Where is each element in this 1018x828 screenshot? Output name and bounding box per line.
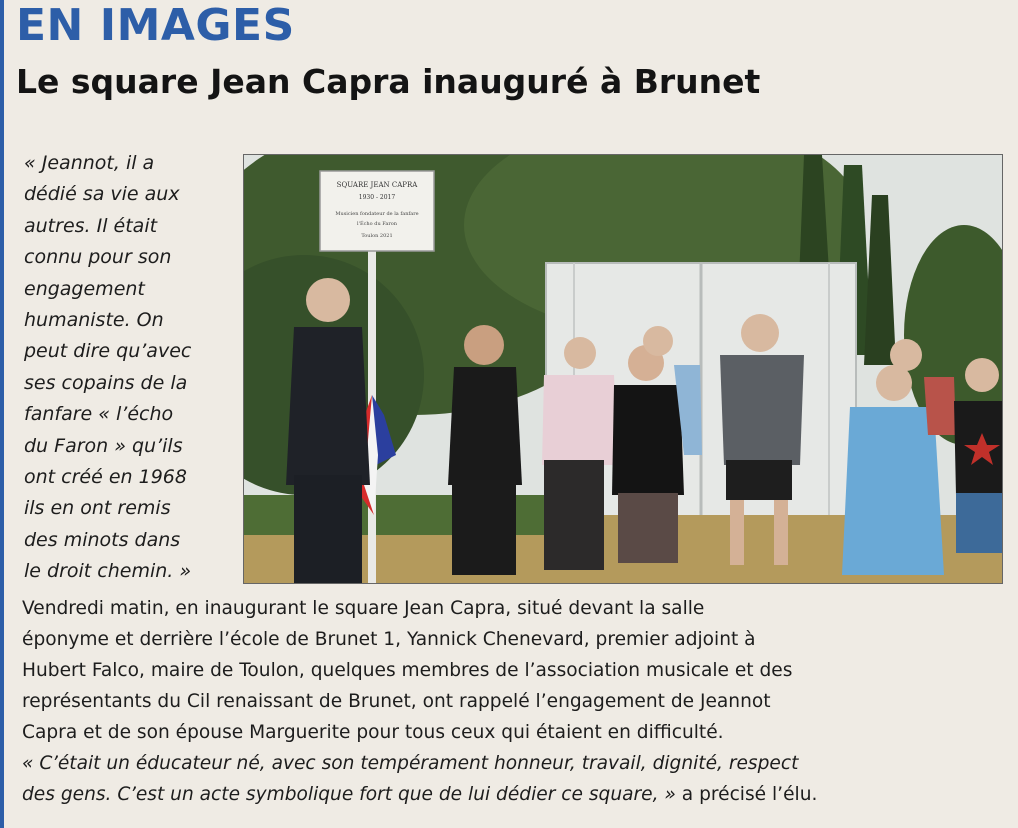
quote-line: du Faron » qu’ils (24, 434, 183, 457)
attribution-text: a précisé l’élu. (675, 784, 818, 805)
quote-line: le droit chemin. » (24, 560, 192, 583)
body-line: éponyme et derrière l’école de Brunet 1, Yannick Chenevard, premier adjoint à (22, 629, 756, 650)
closing-quote-line (22, 779, 1012, 810)
article-body (22, 593, 1012, 810)
article-headline: Le square Jean Capra inauguré à Brunet (16, 62, 761, 101)
quote-line: des minots dans (24, 528, 181, 551)
plaque-text: Musicien fondateur de la fanfare (335, 211, 419, 217)
quote-line: peut dire qu’avec (24, 340, 192, 363)
quote-line: « Jeannot, il a (24, 152, 155, 174)
body-line: Vendredi matin, en inaugurant le square Jean Capra, situé devant la salle (22, 598, 705, 619)
body-line: Hubert Falco, maire de Toulon, quelques membres de l’association musicale et des (22, 660, 793, 681)
quote-line: ont créé en 1968 (24, 466, 187, 489)
plaque-text: l'Écho du Faron (357, 221, 397, 227)
quote-line: fanfare « l’écho (24, 403, 174, 426)
quote-line: autres. Il était (24, 214, 158, 237)
section-kicker: EN IMAGES (16, 0, 295, 51)
quote-line: ses copains de la (24, 371, 188, 394)
closing-quote-text: des gens. C’est un acte symbolique fort que de lui dédier ce square, » (22, 784, 676, 805)
body-line: Capra et de son épouse Marguerite pour tous ceux qui étaient en difficulté. (22, 722, 724, 743)
closing-quote-line: « C’était un éducateur né, avec son tempérament honneur, travail, dignité, respect (22, 753, 799, 774)
quote-line: dédié sa vie aux (24, 183, 180, 206)
pull-quote (24, 148, 239, 588)
quote-line: ils en ont remis (24, 497, 171, 520)
plaque-text: SQUARE JEAN CAPRA (336, 181, 418, 189)
plaque-text: Toulon 2021 (361, 233, 393, 239)
quote-line: humaniste. On (24, 309, 164, 332)
body-line: représentants du Cil renaissant de Brunet, ont rappelé l’engagement de Jeannot (22, 691, 771, 712)
quote-line: connu pour son (24, 246, 172, 269)
quote-line: engagement (24, 277, 145, 300)
plaque-text: 1930 - 2017 (358, 194, 396, 201)
accent-rule (0, 0, 4, 828)
inauguration-photo (243, 154, 1003, 584)
